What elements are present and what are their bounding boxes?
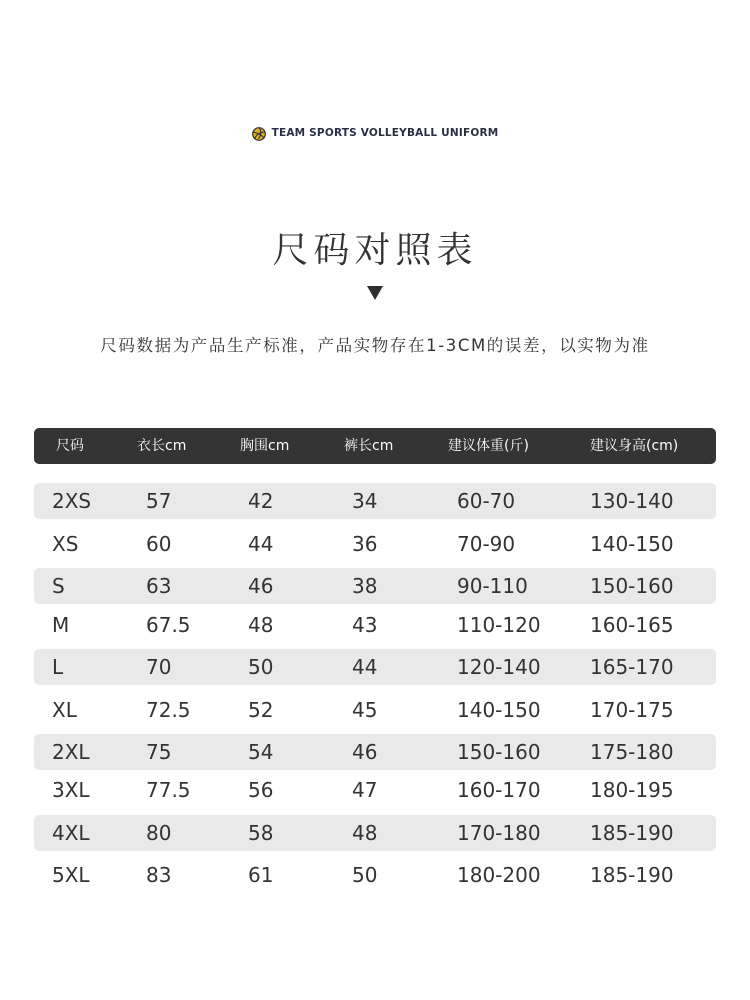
cell-height: 130-140 (590, 489, 674, 513)
cell-size: S (52, 574, 65, 598)
cell-height: 185-190 (590, 821, 674, 845)
table-row (34, 734, 716, 770)
cell-size: 2XS (52, 489, 92, 513)
header-height: 建议身高(cm) (590, 438, 679, 454)
cell-chest: 42 (248, 489, 274, 513)
cell-chest: 46 (248, 574, 274, 598)
table-row (34, 568, 716, 604)
cell-pants-length: 46 (352, 740, 378, 764)
cell-pants-length: 50 (352, 863, 378, 887)
cell-size: XS (52, 532, 79, 556)
cell-length: 83 (146, 863, 172, 887)
cell-pants-length: 44 (352, 655, 378, 679)
cell-length: 75 (146, 740, 172, 764)
cell-height: 150-160 (590, 574, 674, 598)
cell-chest: 61 (248, 863, 274, 887)
cell-length: 60 (146, 532, 172, 556)
cell-height: 185-190 (590, 863, 674, 887)
table-row (34, 607, 716, 643)
header-weight: 建议体重(斤) (448, 438, 529, 454)
cell-length: 57 (146, 489, 172, 513)
cell-weight: 160-170 (457, 778, 541, 802)
cell-height: 140-150 (590, 532, 674, 556)
table-row (34, 815, 716, 851)
header-size: 尺码 (56, 438, 84, 454)
cell-pants-length: 45 (352, 698, 378, 722)
cell-weight: 170-180 (457, 821, 541, 845)
cell-length: 63 (146, 574, 172, 598)
cell-weight: 140-150 (457, 698, 541, 722)
cell-pants-length: 48 (352, 821, 378, 845)
table-row (34, 526, 716, 562)
cell-weight: 150-160 (457, 740, 541, 764)
cell-weight: 90-110 (457, 574, 528, 598)
cell-height: 180-195 (590, 778, 674, 802)
header-pants-length: 裤长cm (344, 438, 394, 454)
cell-pants-length: 34 (352, 489, 378, 513)
cell-chest: 50 (248, 655, 274, 679)
cell-chest: 56 (248, 778, 274, 802)
cell-size: M (52, 613, 70, 637)
cell-height: 170-175 (590, 698, 674, 722)
cell-chest: 58 (248, 821, 274, 845)
cell-length: 70 (146, 655, 172, 679)
table-row (34, 692, 716, 728)
table-row (34, 857, 716, 893)
cell-height: 175-180 (590, 740, 674, 764)
cell-size: L (52, 655, 64, 679)
cell-height: 165-170 (590, 655, 674, 679)
cell-weight: 180-200 (457, 863, 541, 887)
header-length: 衣长cm (137, 438, 187, 454)
page-title: 尺码对照表 (272, 230, 478, 271)
cell-length: 67.5 (146, 613, 191, 637)
cell-weight: 60-70 (457, 489, 516, 513)
table-row (34, 483, 716, 519)
cell-chest: 44 (248, 532, 274, 556)
cell-chest: 54 (248, 740, 274, 764)
cell-weight: 70-90 (457, 532, 516, 556)
cell-size: 2XL (52, 740, 90, 764)
cell-pants-length: 36 (352, 532, 378, 556)
cell-chest: 52 (248, 698, 274, 722)
cell-size: 5XL (52, 863, 90, 887)
cell-pants-length: 43 (352, 613, 378, 637)
cell-weight: 120-140 (457, 655, 541, 679)
cell-length: 80 (146, 821, 172, 845)
cell-size: 4XL (52, 821, 90, 845)
cell-pants-length: 47 (352, 778, 378, 802)
cell-length: 72.5 (146, 698, 191, 722)
brand-text: TEAM SPORTS VOLLEYBALL UNIFORM (271, 127, 499, 139)
cell-height: 160-165 (590, 613, 674, 637)
cell-weight: 110-120 (457, 613, 541, 637)
cell-chest: 48 (248, 613, 274, 637)
cell-length: 77.5 (146, 778, 191, 802)
table-row (34, 649, 716, 685)
subtitle-note: 尺码数据为产品生产标准，产品实物存在1-3CM的误差，以实物为准 (100, 336, 650, 355)
cell-size: 3XL (52, 778, 90, 802)
header-chest: 胸围cm (240, 438, 290, 454)
cell-size: XL (52, 698, 77, 722)
cell-pants-length: 38 (352, 574, 378, 598)
table-row (34, 772, 716, 808)
